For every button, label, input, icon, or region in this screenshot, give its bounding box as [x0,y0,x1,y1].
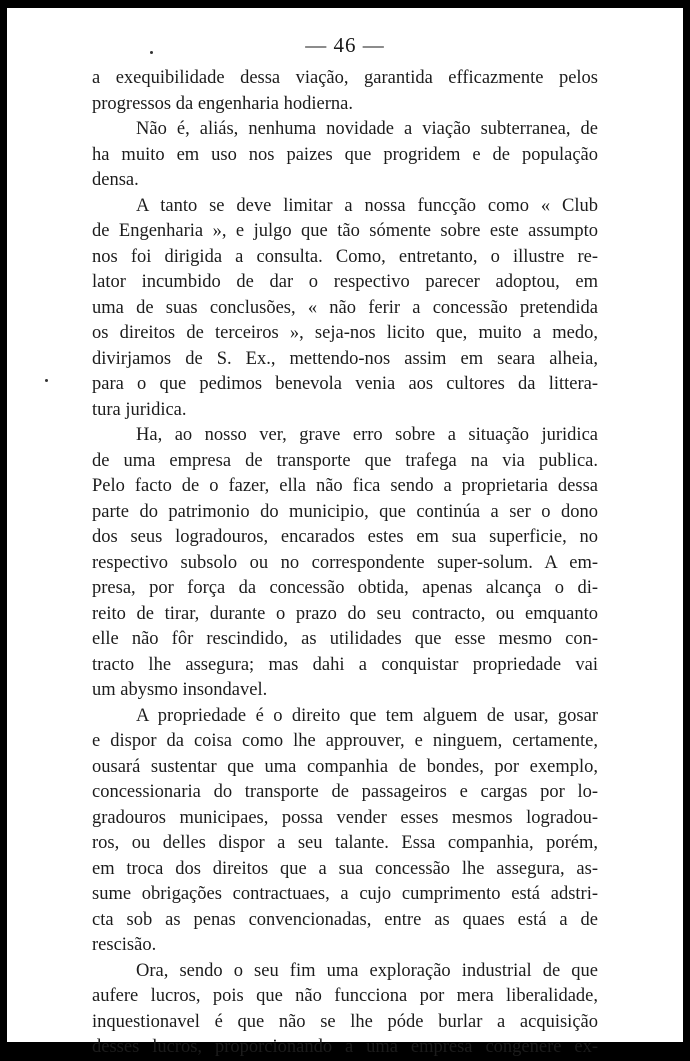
text-line: progressos da engenharia hodierna. [92,93,353,114]
text-line: densa. [92,170,139,190]
text-line: os direitos de terceiros », seja-nos licito que, muito a medo, [92,323,598,343]
text-line: respectivo subsolo ou no correspondente super-solum. A em- [92,552,598,573]
text-line: a exequibilidade dessa viação, garantida efficazmente pelos [92,68,598,88]
text-line: de uma empresa de transporte que trafega na via publica. [92,450,598,471]
text-line: reito de tirar, durante o prazo do seu contracto, ou emquanto [92,603,598,624]
text-line: e dispor da coisa como lhe approuver, e ninguem, certamente, [92,731,598,751]
text-line: Não é, aliás, nenhuma novidade a viação subterranea, de [136,119,598,139]
text-line: divirjamos de S. Ex., mettendo-nos assim em seara alheia, [92,348,598,369]
text-line: cta sob as penas convencionadas, entre as quaes está a de [92,909,598,930]
text-line: ros, ou delles dispor a seu talante. Essa companhia, porém, [92,833,598,853]
text-line: uma de suas conclusões, « não ferir a concessão pretendida [92,297,598,318]
print-speck [150,51,153,54]
text-line: lator incumbido de dar o respectivo parecer adoptou, em [92,272,598,292]
text-line: tura juridica. [92,399,187,420]
text-line: sume obrigações contractuaes, a cujo cumprimento está adstri- [92,884,598,904]
text-line: ha muito em uso nos paizes que progridem e de população [92,144,598,165]
text-line: A propriedade é o direito que tem alguem de usar, gosar [136,705,598,726]
text-line: parte do patrimonio do municipio, que continúa a ser o dono [92,501,598,522]
text-line: desses lucros, proporcionando a uma empresa congenere ex- [92,1037,598,1057]
text-line: inquestionavel é que não se lhe póde burlar a acquisição [92,1011,598,1032]
text-line: nos foi dirigida a consulta. Como, entretanto, o illustre re- [92,246,598,267]
text-line: Pelo facto de o fazer, ella não fica sendo a proprietaria dessa [92,476,598,496]
text-line: ousará sustentar que uma companhia de bondes, por exemplo, [92,756,598,777]
page-number: — 46 — [305,33,385,57]
text-line: concessionaria do transporte de passageiros e cargas por lo- [92,782,598,802]
text-line: tracto lhe assegura; mas dahi a conquistar propriedade vai [92,654,598,675]
text-line: Ha, ao nosso ver, grave erro sobre a situação juridica [136,425,598,445]
text-line: rescisão. [92,935,157,955]
text-line: de Engenharia », e julgo que tão sómente sobre este assumpto [92,221,598,241]
text-line: presa, por força da concessão obtida, apenas alcança o di- [92,578,598,598]
document-page [7,8,683,1057]
text-line: A tanto se deve limitar a nossa funcção como « Club [136,195,598,216]
text-line: Ora, sendo o seu fim uma exploração industrial de que [136,960,598,981]
text-line: em troca dos direitos que a sua concessão lhe assegura, as- [92,858,598,879]
text-line: para o que pedimos benevola venia aos cultores da littera- [92,374,598,394]
body-text [92,66,598,1061]
print-speck [45,379,48,382]
text-line: um abysmo insondavel. [92,680,268,700]
text-line: elle não fôr rescindido, as utilidades que esse mesmo con- [92,629,598,649]
text-line: aufere lucros, pois que não funcciona por mera liberalidade, [92,986,598,1006]
text-line: dos seus logradouros, encarados estes em sua superficie, no [92,527,598,547]
text-line: gradouros municipaes, possa vender esses mesmos logradou- [92,807,598,828]
